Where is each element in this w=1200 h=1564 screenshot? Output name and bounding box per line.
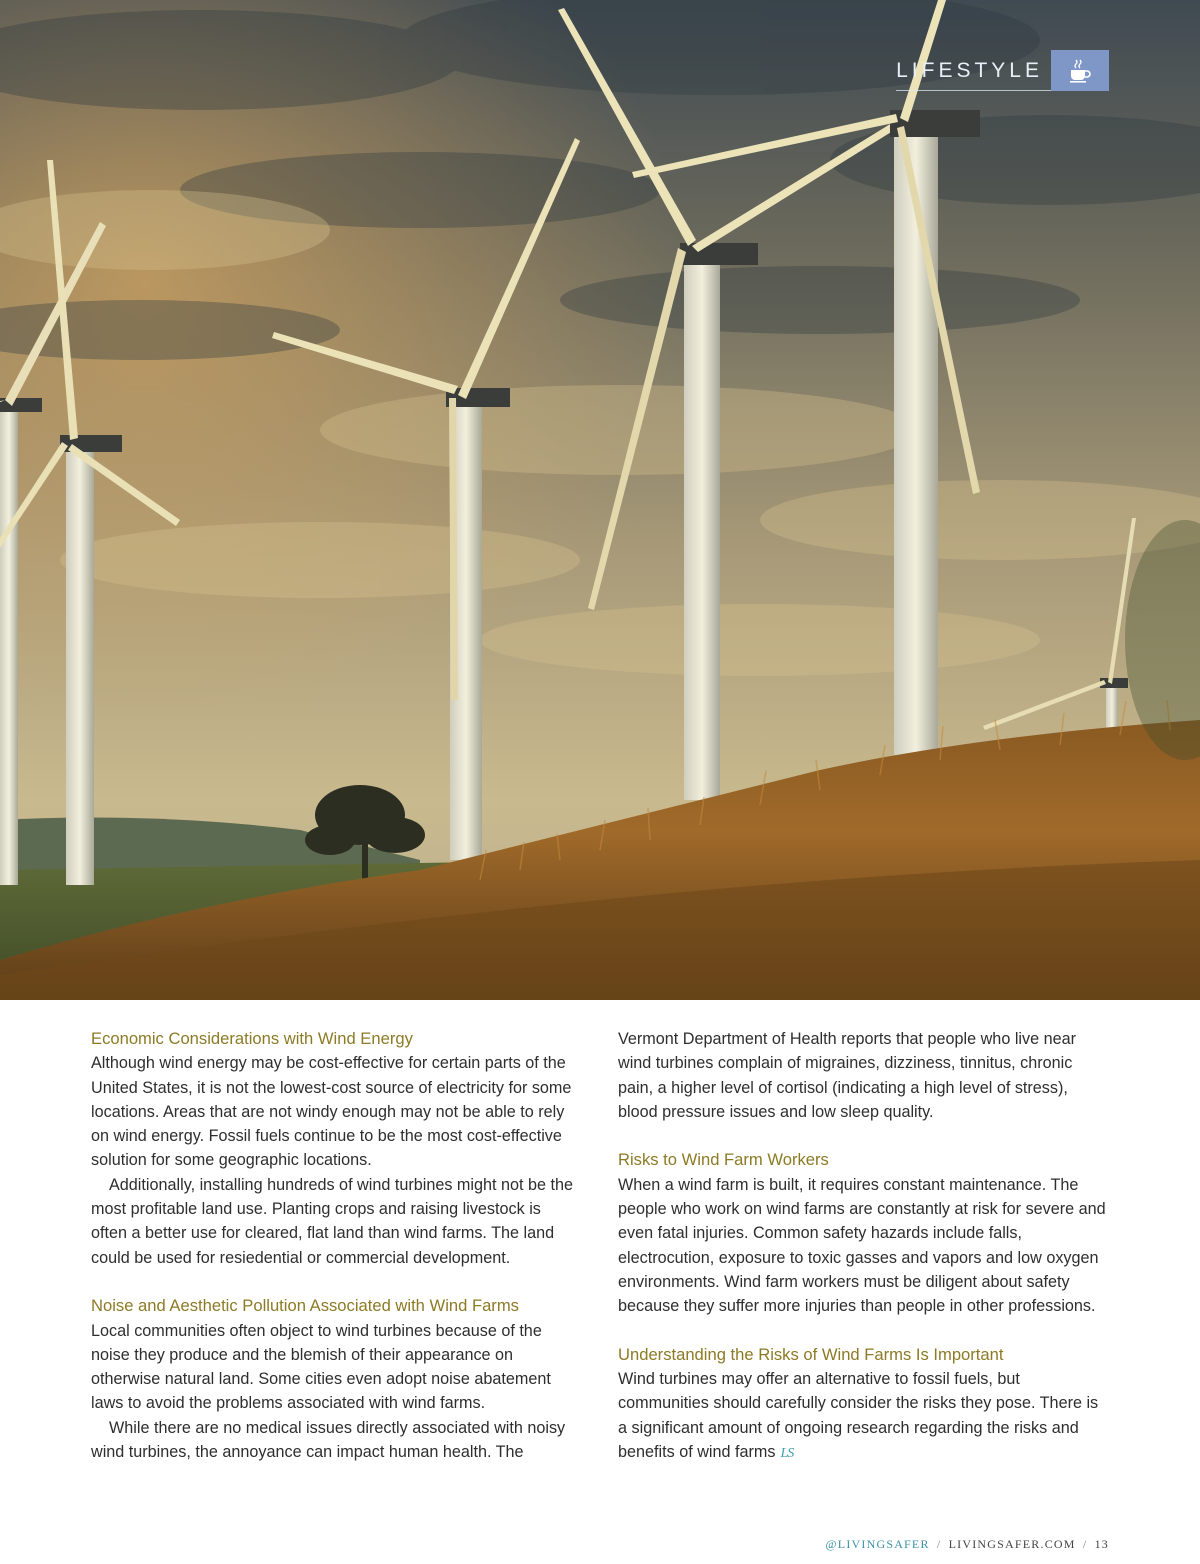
page-footer (826, 1537, 1109, 1552)
heading-understanding-risks: Understanding the Risks of Wind Farms Is Important (618, 1344, 1004, 1364)
page-number: 13 (1094, 1537, 1109, 1551)
section-icon-box (1051, 50, 1109, 91)
paragraph: When a wind farm is built, it requires constant maintenance. The people who work on wind farms are constantly at risk for severe and even fatal injuries. Common safety hazards include falls, electrocution, exposure to toxic gasses and vapors and low oxygen environments. Wind farm workers must be diligent about safety because they suffer more injuries than people in other professions. (618, 1175, 1106, 1316)
social-handle-link[interactable]: @LIVINGSAFER (825, 1537, 930, 1551)
section-label: LIFESTYLE (896, 50, 1051, 91)
paragraph (618, 1367, 1108, 1466)
paragraph: Additionally, installing hundreds of wind turbines might not be the most profitable land use. Planting crops and raising livestock is often a better use for cleared, flat land than wind farms. The land could be used for resiedential or commercial development. (91, 1175, 574, 1267)
end-of-article-mark: LS (780, 1446, 794, 1462)
coffee-cup-icon (1067, 58, 1093, 84)
paragraph: Although wind energy may be cost-effective for certain parts of the United States, it is not the lowest-cost source of electricity for some locations. Areas that are not windy enough may not be able to rely on wind energy. Fossil fuels continue to be the most cost-effective solution for some geographic locations. (91, 1054, 572, 1170)
section-tag (896, 50, 1109, 91)
paragraph: Local communities often object to wind turbines because of the noise they produce and the blemish of their appearance on otherwise natural land. Some cities even adopt noise abatement laws to avoid the problems associated with wind farms. (91, 1321, 551, 1413)
paragraph: While there are no medical issues directly associated with noisy wind turbines, the annoyance can impact human health. The (91, 1418, 566, 1462)
article-left-column (91, 1027, 581, 1464)
heading-economic-considerations: Economic Considerations with Wind Energy (91, 1029, 413, 1048)
paragraph-text: Wind turbines may offer an alternative to fossil fuels, but communities should carefully consider the risks they pose. There is a significant amount of ongoing research regarding the risks and benefits of wind farms (618, 1370, 1099, 1462)
website-link[interactable]: LIVINGSAFER.COM (948, 1537, 1076, 1551)
footer-separator: / (936, 1537, 942, 1551)
heading-noise-aesthetic-pollution: Noise and Aesthetic Pollution Associated with Wind Farms (91, 1296, 519, 1316)
paragraph: Vermont Department of Health reports that people who live near wind turbines complain of migraines, dizziness, tinnitus, chronic pain, a higher level of cortisol (indicating a high level of stress), blood pressure issues and low sleep quality. (618, 1030, 1076, 1121)
article-right-column (618, 1027, 1108, 1466)
footer-separator: / (1082, 1537, 1088, 1551)
heading-risks-to-workers: Risks to Wind Farm Workers (618, 1150, 829, 1170)
